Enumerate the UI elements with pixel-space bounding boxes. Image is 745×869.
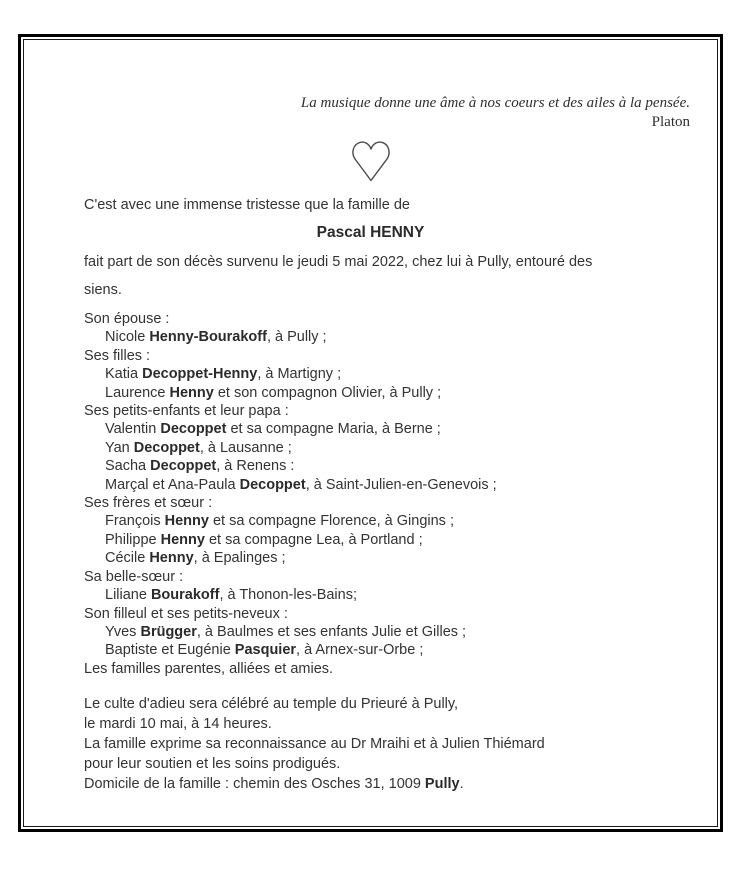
intro-line: C'est avec une immense tristesse que la famille de [84,197,410,213]
family-member-line: Cécile Henny, à Epalinges ; [105,550,286,567]
family-member-line: Baptiste et Eugénie Pasquier, à Arnex-sur-Orbe ; [105,642,424,659]
ceremony-detail-line: Domicile de la famille : chemin des Osches 31, 1009 Pully. [84,776,464,793]
family-group-label: Son filleul et ses petits-neveux : [84,605,288,622]
ceremony-detail-line: pour leur soutien et les soins prodigués. [84,756,341,773]
family-member-line: Katia Decoppet-Henny, à Martigny ; [105,366,342,383]
ceremony-detail-line: le mardi 10 mai, à 14 heures. [84,716,272,733]
quote-text: La musique donne une âme à nos coeurs et des ailes à la pensée. [300,95,690,111]
ceremony-details [84,694,690,794]
family-member-line: Marçal et Ana-Paula Decoppet, à Saint-Julien-en-Genevois ; [105,476,497,493]
heart-icon [345,173,397,190]
family-list [84,310,690,678]
family-group-label: Ses frères et sœur : [84,495,213,512]
family-member-line: Yves Brügger, à Baulmes et ses enfants Julie et Gilles ; [105,623,467,640]
family-group-label: Ses petits-enfants et leur papa : [84,403,289,420]
family-group-label: Sa belle-sœur : [84,568,184,585]
family-member-line: Nicole Henny-Bourakoff, à Pully ; [105,329,327,346]
announcement-line: siens. [84,282,122,298]
ceremony-detail-line: Le culte d'adieu sera célébré au temple du Prieuré à Pully, [84,696,459,713]
family-group-label: Son épouse : [84,311,170,327]
family-group-label: Ses filles : [84,347,151,364]
card-border-inner [23,39,718,827]
announcement-paragraph [84,248,690,304]
family-member-line: François Henny et sa compagne Florence, à Gingins ; [105,513,454,530]
ceremony-detail-line: La famille exprime sa reconnaissance au Dr Mraihi et à Julien Thiémard [84,736,545,753]
family-member-line: Liliane Bourakoff, à Thonon-les-Bains; [105,587,357,604]
family-member-line: Yan Decoppet, à Lausanne ; [105,439,292,456]
family-member-line: Philippe Henny et sa compagne Lea, à Portland ; [105,531,423,548]
heart-icon-row [24,134,717,186]
family-member-line: Laurence Henny et son compagnon Olivier, à Pully ; [105,384,442,401]
announcement-line: fait part de son décès survenu le jeudi 5 mai 2022, chez lui à Pully, entouré des [84,254,593,270]
family-member-line: Valentin Decoppet et sa compagne Maria, à Berne ; [105,421,441,438]
family-group-label: Les familles parentes, alliées et amies. [84,660,334,677]
deceased-name: Pascal HENNY [316,224,425,241]
card-border-outer [18,34,723,832]
family-member-line: Sacha Decoppet, à Renens : [105,458,295,475]
quote-attribution: Platon [651,114,690,130]
